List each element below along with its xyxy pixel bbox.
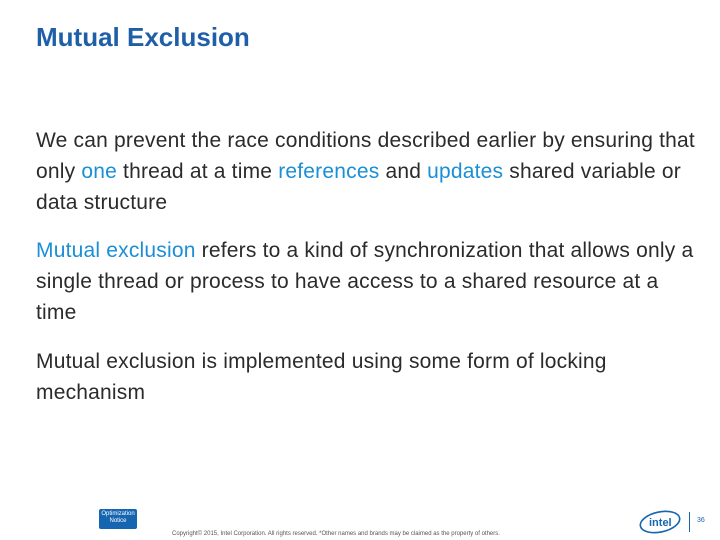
intel-logo-icon: [638, 508, 682, 534]
paragraph-mutual-exclusion-definition: [36, 235, 696, 328]
p2-highlight-term: Mutual exclusion: [36, 239, 196, 262]
p2-text: refers to a kind of synchronization that allows only a single thread or process to have access to a shared resource at a time: [36, 239, 694, 324]
notice-line1: Optimization: [101, 511, 135, 517]
p1-highlight-references: references: [278, 160, 380, 183]
copyright-footer: Copyright© 2015, Intel Corporation. All rights reserved. *Other names and brands may be claimed as the property of others.: [172, 531, 500, 537]
p1-text-c: thread at a time: [117, 160, 279, 183]
p1-highlight-updates: updates: [427, 160, 504, 183]
paragraph-race-conditions: [36, 125, 696, 218]
notice-line2: Notice: [109, 518, 127, 524]
p1-highlight-one: one: [81, 160, 117, 183]
p1-text-e: and: [379, 160, 428, 183]
page-number: 36: [697, 517, 705, 524]
footer-separator: [689, 512, 690, 532]
slide-title: Mutual Exclusion: [36, 22, 250, 52]
p1-text-g: shared variable or data structure: [36, 160, 681, 214]
intel-logo-text: intel: [649, 517, 672, 529]
p1-text-a: We can prevent the race conditions described earlier by ensuring that only: [36, 129, 695, 183]
paragraph-locking-mechanism: Mutual exclusion is implemented using some form of locking mechanism: [36, 350, 607, 404]
optimization-notice-badge[interactable]: [99, 509, 137, 529]
